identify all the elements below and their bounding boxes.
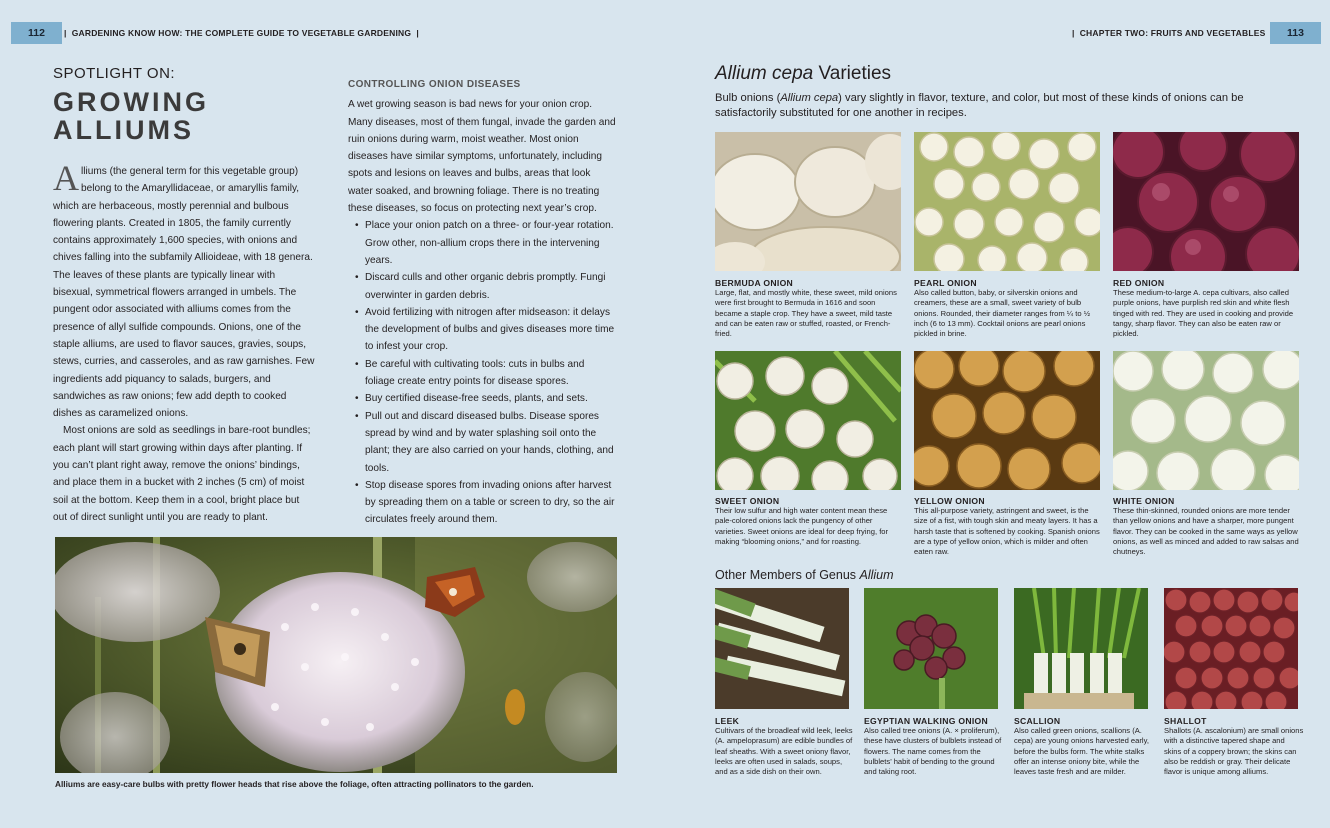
shallot-photo — [1164, 588, 1298, 709]
variety-card-red: RED ONION These medium-to-large A. cepa cultivars, also called purple onions, have purplish red skin and white flesh tinged with red. They are used in cooking and provide tangy, sharp flavor. They can also be eaten raw or pickled. — [1113, 278, 1294, 339]
disease-column — [348, 76, 616, 529]
pearl-onion-photo — [914, 132, 1100, 271]
left-running-header: | GARDENING KNOW HOW: THE COMPLETE GUIDE TO VEGETABLE GARDENING | — [64, 28, 419, 38]
list-item: • Discard culls and other organic debris promptly. Fungi overwinter in garden debris. — [365, 269, 616, 304]
left-page-number: 112 — [11, 22, 62, 44]
other-card-shallot: SHALLOT Shallots (A. ascalonium) are small onions with a distinctive tapered shape and skins of a coppery brown; the skins can also be reddish or gray. Their delicate flavor is unique among alliums. — [1164, 716, 1304, 777]
left-running-title: GARDENING KNOW HOW: THE COMPLETE GUIDE TO VEGETABLE GARDENING — [71, 28, 412, 38]
other-card-leek: LEEK Cultivars of the broadleaf wild leek, leeks (A. ampeloprasum) are edible bundles of leaf sheaths. With a sweet oniony flavor, leeks are often used in salads, soups, and as a side dish on their own. — [715, 716, 853, 777]
leek-photo — [715, 588, 849, 709]
sweet-onion-photo — [715, 351, 901, 490]
hoverfly — [505, 689, 525, 725]
white-onion-photo — [1113, 351, 1299, 490]
other-members-heading: Other Members of Genus Allium — [715, 568, 894, 582]
bermuda-onion-photo — [715, 132, 901, 271]
drop-cap: A — [53, 158, 79, 198]
variety-card-yellow: YELLOW ONION This all-purpose variety, astringent and sweet, is the size of a fist, with tough skin and meaty layers. It has a harsh taste that is softened by cooking. Spanish onions are a type of yellow onion, which is milder and often eaten raw. — [914, 496, 1100, 557]
right-running-title: CHAPTER TWO: FRUITS AND VEGETABLES — [1079, 28, 1266, 38]
list-item: • Stop disease spores from invading onions after harvest by spreading them on a table or screen to dry, so the air circulates freely around them. — [365, 477, 616, 529]
egyptian-walking-onion-photo — [864, 588, 998, 709]
variety-card-bermuda: BERMUDA ONION Large, flat, and mostly white, these sweet, mild onions were first brought to Bermuda in 1616 and soon became a staple crop. They have a sweet, mild taste and can be eaten raw or stuffed, roasted, or French-fried. — [715, 278, 897, 339]
allium-flower-photo — [55, 537, 617, 773]
right-page-number: 113 — [1270, 22, 1321, 44]
photo-caption: Alliums are easy-care bulbs with pretty flower heads that rise above the foliage, often attracting pollinators to the garden. — [55, 779, 534, 789]
list-item: • Be careful with cultivating tools: cuts in bulbs and foliage create entry points for disease spores. — [365, 356, 616, 391]
list-item: • Place your onion patch on a three- or four-year rotation. Grow other, non-allium crops there in the intervening years. — [365, 217, 616, 269]
variety-card-sweet: SWEET ONION Their low sulfur and high water content mean these pale-colored onions lack the pungency of other varieties. Sweet onions are ideal for deep frying, for making “blooming onions,” and for roasting. — [715, 496, 889, 546]
other-card-egyptian-walking-onion: EGYPTIAN WALKING ONION Also called tree onions (A. × proliferum), these have clusters of bulblets instead of flowers. The name comes from the bulblets’ habit of bending to the ground and taking root. — [864, 716, 1002, 777]
yellow-onion-photo — [914, 351, 1100, 490]
list-item: • Pull out and discard diseased bulbs. Disease spores spread by wind and by water splashing soil onto the plant; they are also carried on your hands, clothing, and tools. — [365, 408, 616, 477]
intro-column — [53, 158, 315, 526]
red-onion-photo — [1113, 132, 1299, 271]
planting-paragraph: Most onions are sold as seedlings in bare-root bundles; each plant will start growing within days after planting. If you can’t plant right away, remove the onions’ bindings, and place them in a bucket with 2 inches (5 cm) of moist soil at the bottom. Keep them in a cool, bright place but out of direct sunlight until you are ready to plant. — [53, 425, 311, 523]
variety-card-white: WHITE ONION These thin-skinned, rounded onions are more tender than yellow onions and have a sharper, more pungent flavor. They can be cooked in the same ways as yellow onions, as well as minced and added to raw salsas and chutneys. — [1113, 496, 1299, 557]
disease-tips-list — [348, 217, 616, 528]
page-title: GROWING ALLIUMS — [53, 87, 209, 145]
variety-card-pearl: PEARL ONION Also called button, baby, or silverskin onions and creamers, these are a small, sweet variety of bulb onions. Rounded, their diameter ranges from ¼ to ½ inch (6 to 13 mm). Cocktail onions are pearl onions pickled in brine. — [914, 278, 1091, 339]
disease-intro: A wet growing season is bad news for your onion crop. Many diseases, most of them fungal, invade the garden and ruin onions during warm, moist weather. Most onion diseases have similar symptoms, unfortunately, including spots and lesions on leaves and bulbs, areas that look water soaked, and browning foliage. There is no treating these diseases, so focus on protecting next year’s crop. — [348, 99, 616, 215]
list-item: • Buy certified disease-free seeds, plants, and sets. — [365, 390, 616, 407]
other-card-scallion: SCALLION Also called green onions, scallions (A. cepa) are young onions harvested early, before the bulbs form. The white stalks offer an intense oniony bite, while the leaves taste fresh and are milder. — [1014, 716, 1149, 777]
scallion-photo — [1014, 588, 1148, 709]
right-running-header: | CHAPTER TWO: FRUITS AND VEGETABLES — [1072, 28, 1266, 38]
list-item: • Avoid fertilizing with nitrogen after midseason: it delays the development of bulbs and gives diseases more time to infest your crop. — [365, 304, 616, 356]
varieties-heading: Allium cepa Varieties — [715, 63, 892, 84]
disease-heading: CONTROLLING ONION DISEASES — [348, 79, 521, 90]
varieties-intro: Bulb onions (Allium cepa) vary slightly in flavor, texture, and color, but most of these kinds of onions can be satisfactorily substituted for one another in recipes. — [715, 92, 1244, 119]
intro-paragraph: Alliums (the general term for this vegetable group) belong to the Amaryllidaceae, or amaryllis family, which are herbaceous, mostly perennial and bulbous flowering plants. Created in 1805, the family currently contains approximately 1,600 species, with onions and chives falling into the subfamily Allioideae, with 18 genera. The leaves of these plants are typically linear with bisexual, symmetrical flowers arranged in umbels. The pungent odor associated with alliums comes from the presence of allyl sulfide compounds. Onions, one of the staple alliums, are used to flavor sauces, gravies, soups, stews, curries, and casseroles, and as raw garnishes. Few ingredients add piquancy to salads, burgers, and sandwiches as raw onions; few add depth to cooked dishes as caramelized onions. — [53, 158, 315, 420]
spotlight-kicker: SPOTLIGHT ON: — [53, 65, 176, 82]
